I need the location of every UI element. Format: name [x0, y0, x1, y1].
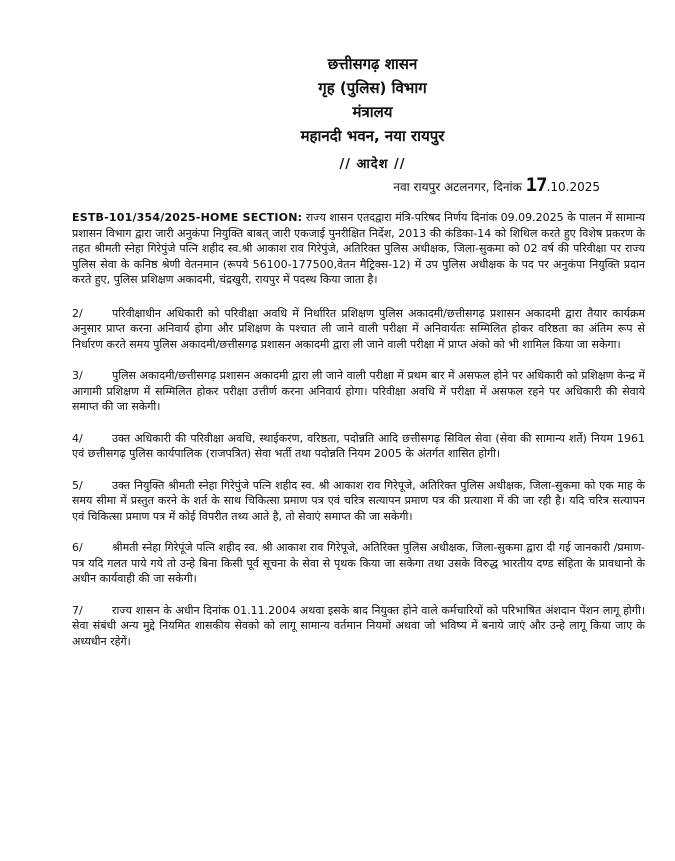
dateline-day-handwritten: 17	[525, 174, 547, 196]
order-title: // आदेश //	[339, 157, 406, 172]
header-address: महानदी भवन, नया रायपुर	[300, 127, 445, 145]
paragraph-3-number: 3/	[72, 369, 83, 382]
paragraph-7	[72, 603, 645, 650]
paragraph-1-text: राज्य शासन एतदद्वारा मंत्रि-परिषद निर्णय दिनांक 09.09.2025 के पालन में सामान्य प्रशासन विभाग द्वारा जारी अनुकंपा नियुक्ति बाबत् जारी एकजाई पुनरीक्षित निर्देश, 2013 की कंडिका-14 को शिथिल करते हुए विशेष प्रकरण के तहत श्रीमती स्नेहा गिरेपुंजे पत्नि शहीद स्व.श्री आकाश राव गिरेपुंजे, अतिरिक्त पुलिस अधीक्षक, जिला-सुकमा को 02 वर्ष की परिवीक्षा पर राज्य पुलिस सेवा के कनिष्ठ श्रेणी वेतनमान (रूपये 56100-177500,वेतन मैट्रिक्स-12) में उप पुलिस अधीक्षक के पद पर अनुकंपा नियुक्ति प्रदान करते हुए, पुलिस प्रशिक्षण अकादमी, चंद्रखुरी, रायपुर में पदस्थ किया जाता है।	[72, 211, 645, 286]
paragraph-6	[72, 540, 645, 587]
dateline-month-year: .10.2025	[546, 180, 600, 194]
paragraph-2	[72, 306, 645, 353]
paragraph-4	[72, 431, 645, 462]
paragraph-4-number: 4/	[72, 431, 83, 445]
paragraph-4-text: उक्त अधिकारी की परिवीक्षा अवधि, स्थाईकरण, वरिष्ठता, पदोन्नति आदि छत्तीसगढ़ सिविल सेवा (सेवा की सामान्य शर्ते) नियम 1961 एवं छत्तीसगढ़ पुलिस कार्यपालिक (राजपत्रित) सेवा भर्ती तथा पदोन्नति नियम 2005 के अंतर्गत शासित होगी।	[72, 431, 645, 460]
header-ministry: मंत्रालय	[352, 103, 393, 121]
paragraph-5-text: उक्त नियुक्ति श्रीमती स्नेहा गिरेपुंजे पत्नि शहीद स्व. श्री आकाश राव गिरेपूजे, अतिरिक्त पुलिस अधीक्षक, जिला-सुकमा को एक माह के समय सीमा में प्रस्तुत करने के शर्त के साथ चिकित्सा प्रमाण पत्र एवं चरित्र सत्यापन प्रमाण पत्र की प्रत्याशा में की जा रही है। यदि चरित्र सत्यापन एवं चिकित्सा प्रमाण पत्र में कोई विपरीत तथ्य आते है, तो सेवाएं समाप्त की जा सकेगी।	[72, 478, 645, 523]
dateline-prefix: नवा रायपुर अटलनगर, दिनांक	[393, 180, 522, 194]
paragraph-6-number: 6/	[72, 541, 83, 554]
paragraph-5	[72, 478, 645, 525]
paragraph-2-text: परिवीक्षाधीन अधिकारी को परिवीक्षा अवधि में निर्धारित प्रशिक्षण पुलिस अकादमी/छत्तीसगढ़ प्रशासन अकादमी द्वारा तैयार कार्यक्रम अनुसार प्राप्त करना अनिवार्य होगा और प्रशिक्षण के पश्चात ली जाने वाली परीक्षा में अनिवार्यतः सम्मिलित होकर वरिष्ठता का अंतिम रूप से निर्धारण करते समय पुलिस अकादमी/छत्तीसगढ़ प्रशासन अकादमी द्वारा ली जाने वाली परीक्षा में प्राप्त अंको को भी शामिल किया जा सकेगा।	[72, 306, 645, 351]
paragraph-3-text: पुलिस अकादमी/छत्तीसगढ़ प्रशासन अकादमी द्वारा ली जाने वाली परीक्षा में प्रथम बार में असफल होने पर अधिकारी को प्रशिक्षण केन्द्र में आगामी प्रशिक्षण में सम्मिलित होकर परीक्षा उत्तीर्ण करना अनिवार्य होगा। परिवीक्षा अवधि में परीक्षा में असफल रहने पर अधिकारी की सेवाये समाप्त की जा सकेगी।	[72, 369, 645, 413]
reference-number: ESTB-101/354/2025-HOME SECTION:	[72, 211, 303, 224]
paragraph-7-text: राज्य शासन के अधीन दिनांक 01.11.2004 अथवा इसके बाद नियुक्त होने वाले कर्मचारियों को परिभाषित अंशदान पेंशन लागू होगी। सेवा संबंधी अन्य मुद्दे नियमित शासकीय सेवको को लागू सामान्य वर्तमान नियमों अथवा जो भविष्य में बनाये जाएं और उन्हे लागू किया जाए के अध्यधीन रहेगें।	[72, 603, 645, 648]
paragraph-7-number: 7/	[72, 603, 83, 617]
dateline	[72, 174, 600, 196]
header-department: गृह (पुलिस) विभाग	[318, 79, 427, 97]
paragraph-1	[72, 210, 645, 288]
header-government: छत्तीसगढ़ शासन	[327, 55, 418, 73]
letterhead	[100, 0, 645, 148]
paragraph-2-number: 2/	[72, 306, 83, 320]
paragraph-6-text: श्रीमती स्नेहा गिरेपूंजे पत्नि शहीद स्व. श्री आकाश राव गिरेपूजे, अतिरिक्त पुलिस अधीक्षक, जिला-सुकमा द्वारा दी गई जानकारी /प्रमाण-पत्र यदि गलत पाये गये तो उन्हे बिना किसी पूर्व सूचना के सेवा से पृथक किया जा सकेगा तथा उसके विरुद्ध भारतीय दण्ड संहिता के प्रावधानो के अधीन कार्यवाही की जा सकेगी।	[72, 541, 645, 585]
paragraph-3	[72, 368, 645, 415]
paragraph-5-number: 5/	[72, 478, 83, 492]
